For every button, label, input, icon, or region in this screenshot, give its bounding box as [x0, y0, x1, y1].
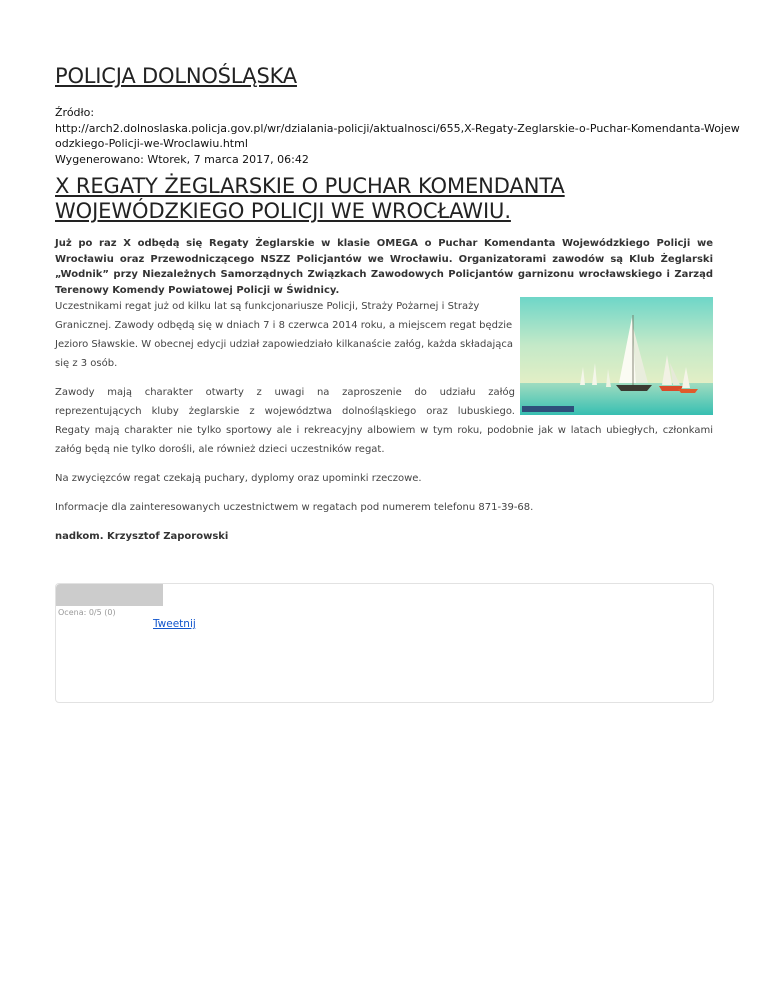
generated-timestamp: Wygenerowano: Wtorek, 7 marca 2017, 06:42	[55, 152, 309, 166]
paragraph-3: Na zwycięzców regat czekają puchary, dyplomy oraz upominki rzeczowe.	[55, 473, 422, 484]
paragraph-1: Uczestnikami regat już od kilku lat są funkcjonariusze Policji, Straży Pożarnej i Straży Granicznej. Zawody odbędą się w dniach 7 i 8 czerwca 2014 roku, a miejscem regat będzie Jezioro Sławskie. W obecnej edycji udział zapowiedziało kilkanaście załóg, każda składająca się z 3 osób.	[55, 301, 513, 369]
paragraph-2-line-1: Zawody mają charakter otwarty z uwagi na zaproszenie do udziału załóg	[55, 387, 515, 398]
article-title[interactable]: X REGATY ŻEGLARSKIE O PUCHAR KOMENDANTA WOJEWÓDZKIEGO POLICJI WE WROCŁAWIU.	[55, 174, 565, 223]
author: nadkom. Krzysztof Zaporowski	[55, 531, 229, 542]
rating-stars-bar[interactable]	[56, 584, 163, 606]
rating-label: Ocena: 0/5 (0)	[58, 608, 116, 617]
article-body	[55, 297, 713, 556]
paragraph-4: Informacje dla zainteresowanych uczestnictwem w regatach pod numerem telefonu 871-39-68.	[55, 502, 534, 513]
source-meta	[55, 105, 745, 167]
paragraph-2	[55, 383, 713, 459]
source-url: http://arch2.dolnoslaska.policja.gov.pl/wr/dzialania-policji/aktualnosci/655,X-Regaty-Zeglarskie-o-Puchar-Komendanta-Wojewodzkiego-Policji-we-Wroclawiu.html	[55, 121, 740, 150]
social-widget	[55, 583, 714, 703]
paragraph-2-rest: Regaty mają charakter nie tylko sportowy ale i rekreacyjny albowiem w tym roku, podobnie jak w latach ubiegłych, członkami załóg będą nie tylko dorośli, ale również dzieci uczestników regat.	[55, 425, 713, 455]
source-label: Źródło:	[55, 106, 95, 119]
article-lead: Już po raz X odbędą się Regaty Żeglarskie w klasie OMEGA o Puchar Komendanta Wojewódzkiego Policji we Wrocławiu oraz Przewodniczącego NSZZ Policjantów we Wrocławiu. Organizatorami zawodów są Klub Żeglarski „Wodnik” przy Niezależnych Samorządnych Związkach Zawodowych Policjantów garnizonu wrocławskiego i Zarząd Terenowy Komendy Powiatowej Policji w Świdnicy.	[55, 238, 713, 296]
site-title[interactable]: POLICJA DOLNOŚLĄSKA	[55, 64, 297, 88]
tweet-link[interactable]: Tweetnij	[153, 618, 196, 630]
paragraph-2-line-2: reprezentujących kluby żeglarskie z województwa dolnośląskiego oraz lubuskiego.	[55, 406, 515, 417]
